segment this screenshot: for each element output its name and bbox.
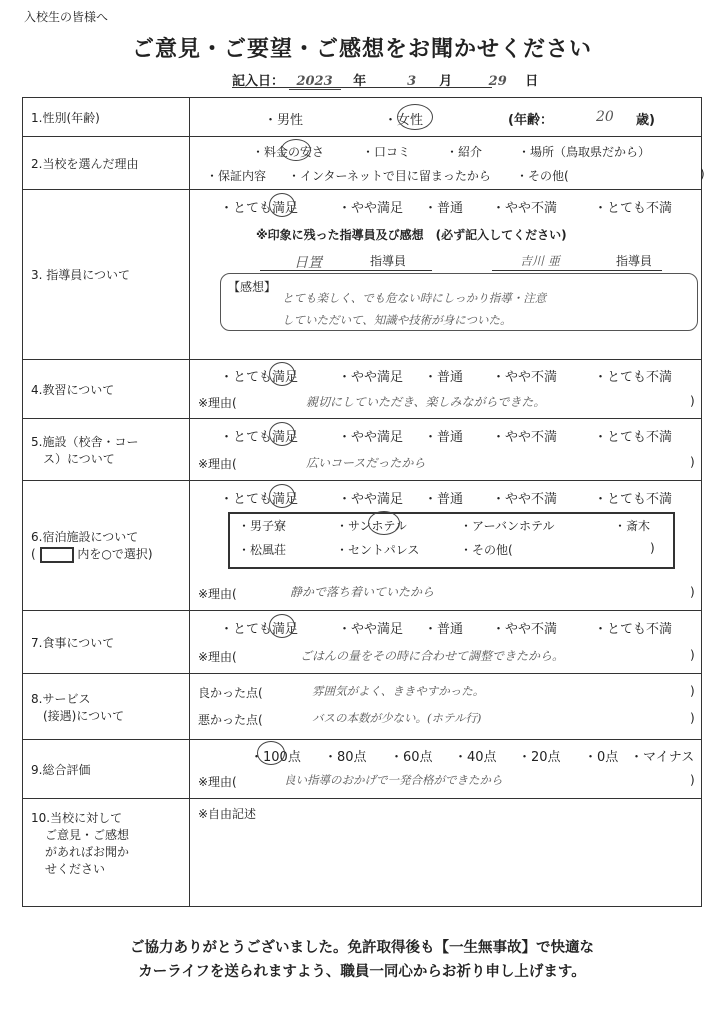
addressee: 入校生の皆様へ xyxy=(24,10,109,24)
selection-circle xyxy=(397,104,433,130)
row-instructor xyxy=(23,190,702,360)
facility-saiki[interactable]: ・斎木 xyxy=(614,519,651,533)
row-label xyxy=(23,799,190,907)
close-paren: ) xyxy=(690,585,695,599)
age-value[interactable]: 20 xyxy=(596,109,614,125)
good-points-value[interactable]: 雰囲気がよく、ききやすかった。 xyxy=(312,684,485,698)
reason-value[interactable]: ごはんの量をその時に合わせて調整できたから。 xyxy=(300,649,565,663)
row-label xyxy=(23,674,190,740)
option-other[interactable]: ・その他( xyxy=(516,169,569,183)
row-facilities xyxy=(23,419,702,481)
selection-circle xyxy=(269,484,295,508)
free-comment-area[interactable] xyxy=(190,799,702,907)
option-internet[interactable]: ・インターネットで目に留まったから xyxy=(288,169,491,183)
option-referral[interactable]: ・紹介 xyxy=(446,145,483,159)
reason-label: ※理由( xyxy=(198,396,237,410)
reason-label: ※理由( xyxy=(198,775,237,789)
rating-somewhat-dissatisfied[interactable]: ・やや不満 xyxy=(492,370,558,385)
instructor1-name[interactable]: 日置 xyxy=(294,255,322,271)
page-title: ご意見・ご要望・ご感想をお聞かせください xyxy=(131,37,592,62)
rating-very-dissatisfied[interactable]: ・とても不満 xyxy=(594,370,673,385)
close-paren: ) xyxy=(690,684,695,698)
row-label-line2: ス）について xyxy=(43,451,115,466)
rating-very-satisfied[interactable]: ・とても満足 xyxy=(220,430,299,445)
row-label: 3. 指導員について xyxy=(23,190,190,360)
option-male[interactable]: ・男性 xyxy=(264,113,304,128)
reason-label: ※理由( xyxy=(198,457,237,471)
selection-circle xyxy=(281,139,311,161)
reason-value[interactable]: 親切にしていただき、楽しみながらできた。 xyxy=(306,395,546,409)
rating-very-dissatisfied[interactable]: ・とても不満 xyxy=(594,430,673,445)
score-0[interactable]: ・0点 xyxy=(584,750,619,765)
selection-circle xyxy=(269,193,295,217)
row-label xyxy=(23,481,190,611)
row-gender-age xyxy=(23,98,702,137)
reason-label: ※理由( xyxy=(198,650,237,664)
bad-points-value[interactable]: バスの本数が少ない。(ホテル行) xyxy=(312,711,482,725)
row-label: 4.教習について xyxy=(23,360,190,419)
selection-circle xyxy=(269,362,295,386)
facility-other[interactable]: ・その他( xyxy=(460,543,513,557)
rating-somewhat-dissatisfied[interactable]: ・やや不満 xyxy=(492,492,558,507)
row-label: 9.総合評価 xyxy=(23,740,190,799)
selection-circle xyxy=(257,741,285,765)
date-underline xyxy=(232,87,492,88)
option-price[interactable]: ・料金の安さ xyxy=(252,145,325,159)
box-symbol xyxy=(40,547,74,563)
facility-dorm[interactable]: ・男子寮 xyxy=(238,519,287,533)
row-free-comments xyxy=(23,799,702,907)
date-day[interactable]: 29 xyxy=(488,74,507,89)
rating-very-satisfied[interactable]: ・とても満足 xyxy=(220,622,299,637)
reason-label: ※理由( xyxy=(198,587,237,601)
survey-table xyxy=(22,97,705,907)
rating-very-dissatisfied[interactable]: ・とても不満 xyxy=(594,622,673,637)
row-label: 2.当校を選んだ理由 xyxy=(23,137,190,190)
close-paren: ) xyxy=(690,773,695,787)
rating-very-satisfied[interactable]: ・とても満足 xyxy=(220,492,299,507)
impression-line1[interactable]: とても楽しく、でも危ない時にしっかり指導・注意 xyxy=(282,291,547,305)
option-female-label: ・女性 xyxy=(384,113,424,128)
selection-circle xyxy=(269,614,295,638)
impression-line2[interactable]: していただいて、知識や技術が身についた。 xyxy=(282,313,512,327)
date-month[interactable]: 3 xyxy=(407,74,417,89)
row-label-line1: 5.施設（校舎・コー xyxy=(31,434,139,449)
age-label: (年齢： xyxy=(508,113,553,128)
score-minus[interactable]: ・マイナス xyxy=(630,750,695,765)
row-label-line1: 6.宿泊施設について xyxy=(31,530,139,545)
close-paren: ) xyxy=(690,394,695,408)
rating-somewhat-satisfied[interactable]: ・やや満足 xyxy=(338,492,404,507)
reason-value[interactable]: 静かで落ち着いていたから xyxy=(290,585,435,599)
row-label: 1.性別(年齢) xyxy=(23,98,190,137)
score-60[interactable]: ・60点 xyxy=(390,750,433,765)
rating-somewhat-dissatisfied[interactable]: ・やや不満 xyxy=(492,201,558,216)
facility-urban-hotel[interactable]: ・アーバンホテル xyxy=(460,519,555,533)
rating-somewhat-satisfied[interactable]: ・やや満足 xyxy=(338,201,404,216)
score-40[interactable]: ・40点 xyxy=(454,750,497,765)
instructor2-name[interactable]: 吉川 亜 xyxy=(520,254,560,268)
date-label: 記入日： xyxy=(232,74,285,89)
row-service xyxy=(23,674,702,740)
facility-box xyxy=(228,512,675,569)
rating-somewhat-dissatisfied[interactable]: ・やや不満 xyxy=(492,430,558,445)
good-points-label: 良かった点( xyxy=(198,686,263,700)
rating-somewhat-satisfied[interactable]: ・やや満足 xyxy=(338,370,404,385)
row-lodging xyxy=(23,481,702,611)
row-meals xyxy=(23,611,702,674)
instructor1-suffix: 指導員 xyxy=(370,254,407,268)
row-label-line2-text: 内を○で選択) xyxy=(77,547,153,562)
row-label-line2 xyxy=(31,545,189,563)
facility-st-palace[interactable]: ・セントパレス xyxy=(336,543,420,557)
footer-line2: カーライフを送られますよう、職員一同心からお祈り申し上げます。 xyxy=(138,964,586,980)
rating-very-dissatisfied[interactable]: ・とても不満 xyxy=(594,492,673,507)
rating-very-dissatisfied[interactable]: ・とても不満 xyxy=(594,201,673,216)
close-paren: ) xyxy=(700,167,705,181)
close-paren: ) xyxy=(690,648,695,662)
rating-neutral[interactable]: ・普通 xyxy=(424,201,464,216)
rating-very-satisfied[interactable]: ・とても満足 xyxy=(220,370,299,385)
month-unit: 月 xyxy=(439,74,453,89)
rating-neutral[interactable]: ・普通 xyxy=(424,430,464,445)
option-reviews[interactable]: ・口コミ xyxy=(362,145,411,159)
date-year[interactable]: 2023 xyxy=(289,74,341,90)
close-paren: ) xyxy=(690,455,695,469)
selection-circle xyxy=(269,422,295,446)
footer-line1: ご協力ありがとうございました。免許取得後も【一生無事故】で快適な xyxy=(130,940,594,956)
rating-neutral[interactable]: ・普通 xyxy=(424,492,464,507)
rating-somewhat-satisfied[interactable]: ・やや満足 xyxy=(338,622,404,637)
name-underline xyxy=(260,270,432,271)
instructor-instruction: ※印象に残った指導員及び感想 (必ず記入してください) xyxy=(256,228,567,242)
close-paren: ) xyxy=(650,541,655,555)
rating-very-satisfied[interactable]: ・とても満足 xyxy=(220,201,299,216)
option-location[interactable]: ・場所（鳥取県だから） xyxy=(518,145,651,159)
paren-open: ( xyxy=(31,547,36,562)
instructor2-suffix: 指導員 xyxy=(616,254,653,268)
impression-label: 【感想】 xyxy=(228,280,277,294)
row-label xyxy=(23,419,190,481)
year-unit: 年 xyxy=(353,74,367,89)
rating-neutral[interactable]: ・普通 xyxy=(424,370,464,385)
name-underline xyxy=(492,270,662,271)
score-100[interactable]: ・100点 xyxy=(250,750,301,765)
row-lessons xyxy=(23,360,702,419)
free-comment-label: ※自由記述 xyxy=(198,807,257,821)
option-warranty[interactable]: ・保証内容 xyxy=(206,169,267,183)
row-label: 7.食事について xyxy=(23,611,190,674)
facility-sun-hotel[interactable]: ・サンホテル xyxy=(336,519,407,533)
row-reason-chosen xyxy=(23,137,702,190)
facility-shofuso[interactable]: ・松風荘 xyxy=(238,543,287,557)
row-label-line2: ご意見・ご感想 xyxy=(45,828,130,842)
row-label-line1: 8.サービス xyxy=(31,691,91,706)
row-label-line1: 10.当校に対して xyxy=(31,811,123,825)
bad-points-label: 悪かった点( xyxy=(198,713,263,727)
reason-value[interactable]: 良い指導のおかげで一発合格ができたから xyxy=(284,773,503,787)
reason-value[interactable]: 広いコースだったから xyxy=(306,456,426,470)
rating-somewhat-dissatisfied[interactable]: ・やや不満 xyxy=(492,622,558,637)
rating-neutral[interactable]: ・普通 xyxy=(424,622,464,637)
age-unit: 歳) xyxy=(636,113,655,128)
row-label-line2: (接遇)について xyxy=(43,708,125,723)
day-unit: 日 xyxy=(525,74,539,89)
close-paren: ) xyxy=(690,711,695,725)
row-overall xyxy=(23,740,702,799)
row-label-line3: があればお聞か xyxy=(45,845,130,859)
score-80[interactable]: ・80点 xyxy=(324,750,367,765)
rating-somewhat-satisfied[interactable]: ・やや満足 xyxy=(338,430,404,445)
selection-circle xyxy=(368,511,400,535)
score-20[interactable]: ・20点 xyxy=(518,750,561,765)
row-label-line4: せください xyxy=(45,862,106,876)
